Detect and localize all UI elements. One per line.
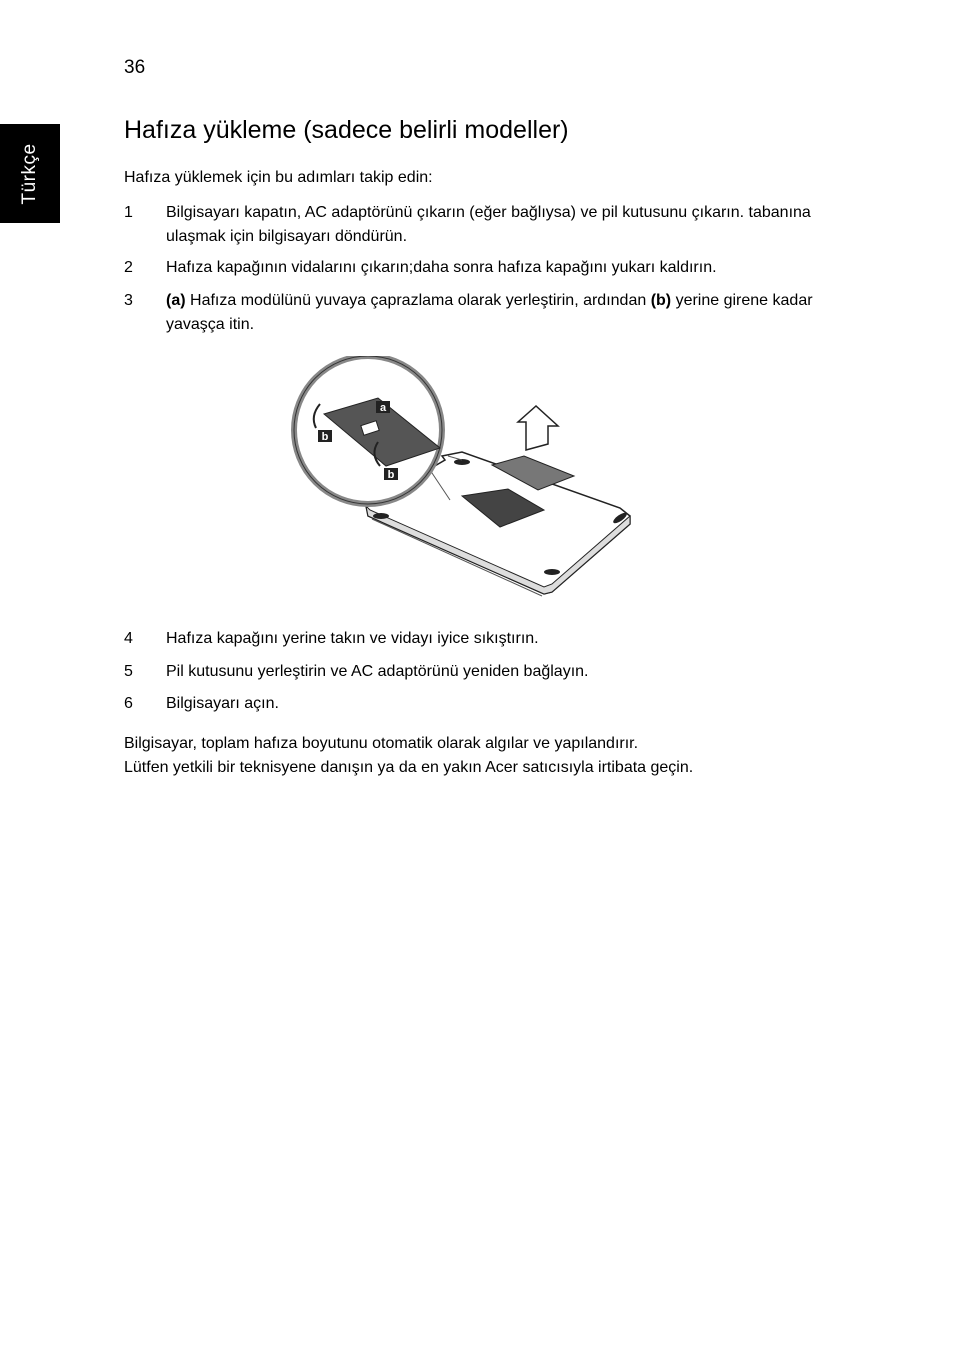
step-number: 4 xyxy=(124,630,133,647)
step-text-b: yerine girene kadar yavaşça itin. xyxy=(166,292,813,333)
step-text xyxy=(166,289,826,337)
label-b: b xyxy=(387,469,395,481)
label-b: b xyxy=(321,431,329,443)
label-b-ref: (b) xyxy=(650,292,672,309)
language-tab-label: Türkçe xyxy=(19,143,40,205)
rubber-foot xyxy=(544,569,560,575)
step-text: Bilgisayarı kapatın, AC adaptörünü çıkarın (eğer bağlıysa) ve pil kutusunu çıkarın. tabanına ulaşmak için bilgisayarı döndürün. xyxy=(166,204,811,245)
page-number: 36 xyxy=(124,57,146,78)
language-tab xyxy=(0,124,60,223)
memory-install-illustration xyxy=(290,356,640,602)
step-text: Pil kutusunu yerleştirin ve AC adaptörünü yeniden bağlayın. xyxy=(166,663,589,680)
step-number: 3 xyxy=(124,292,133,309)
intro-text: Hafıza yüklemek için bu adımları takip edin: xyxy=(124,169,433,186)
step-text: Hafıza kapağını yerine takın ve vidayı iyice sıkıştırın. xyxy=(166,630,539,647)
step-number: 2 xyxy=(124,259,133,276)
step-text: Bilgisayarı açın. xyxy=(166,695,279,712)
up-arrow-icon xyxy=(518,406,558,450)
page-title: Hafıza yükleme (sadece belirli modeller) xyxy=(124,116,569,144)
closing-line-2: Lütfen yetkili bir teknisyene danışın ya da en yakın Acer satıcısıyla irtibata geçin. xyxy=(124,759,694,776)
step-number: 1 xyxy=(124,204,133,221)
closing-line-1: Bilgisayar, toplam hafıza boyutunu otomatik olarak algılar ve yapılandırır. xyxy=(124,735,639,752)
label-a: a xyxy=(379,402,387,414)
step-text-a: Hafıza modülünü yuvaya çaprazlama olarak yerleştirin, ardından xyxy=(185,292,651,309)
rubber-foot xyxy=(373,513,389,519)
step-text: Hafıza kapağının vidalarını çıkarın;daha sonra hafıza kapağını yukarı kaldırın. xyxy=(166,259,717,276)
label-a-ref: (a) xyxy=(166,292,186,309)
step-number: 5 xyxy=(124,663,133,680)
closing-paragraph xyxy=(124,732,844,780)
step-number: 6 xyxy=(124,695,133,712)
